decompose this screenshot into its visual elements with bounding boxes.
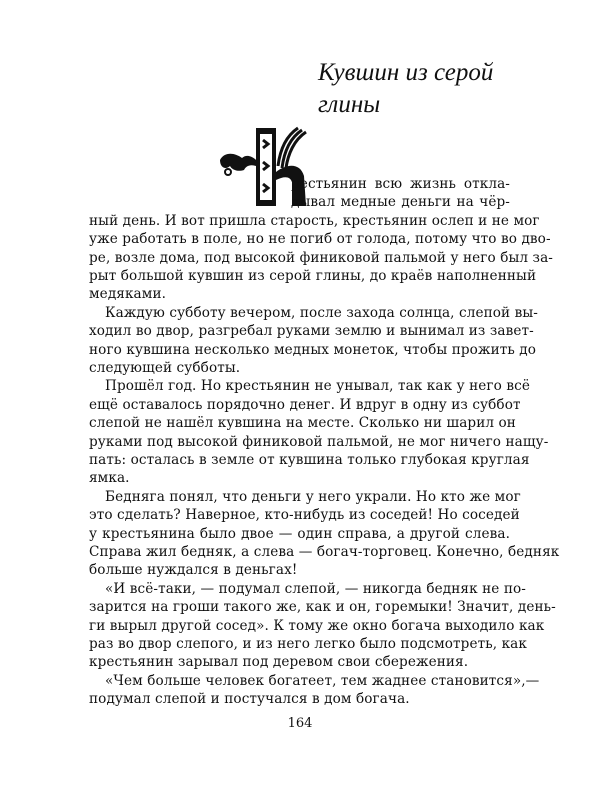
page-number: 164 [287, 716, 313, 731]
text-line: у крестьянина было двое — один справа, а другой слева. [89, 525, 510, 542]
text-line: ещё оставалось порядочно денег. И вдруг в одну из суббот [89, 396, 521, 413]
text-line: ного кувшина несколько медных монеток, чтобы прожить до [89, 341, 537, 358]
text-line: зарится на гроши такого же, как и он, горемыки! Значит, день- [89, 599, 556, 616]
text-line: подумал слепой и постучался в дом богача. [89, 691, 410, 708]
text-line: «Чем больше человек богатеет, тем жаднее становится»,— [105, 672, 540, 689]
text-line: слепой не нашёл кувшина на месте. Сколько ни шарил он [89, 415, 516, 432]
text-line: уже работать в поле, но не погиб от голода, потому что во дво- [89, 231, 551, 248]
text-line: дывал медные деньги на чёр- [291, 194, 510, 211]
text-line: это сделать? Наверное, кто-нибудь из соседей! Но соседей [89, 507, 520, 524]
text-line: ходил во двор, разгребал руками землю и вынимал из завет- [89, 323, 534, 340]
text-line: ре, возле дома, под высокой финиковой пальмой у него был за- [89, 249, 553, 266]
text-line: Прошёл год. Но крестьянин не унывал, так как у него всё [105, 378, 530, 395]
text-line: следующей субботы. [89, 360, 241, 376]
story-title-line-1: Кувшин из серой [318, 59, 494, 86]
text-line: Справа жил бедняк, а слева — богач-торговец. Конечно, бедняк [89, 544, 560, 560]
text-line: Бедняга понял, что деньги у него украли. Но кто же мог [105, 488, 521, 505]
text-line: рестьянин всю жизнь откла- [291, 176, 510, 192]
text-line: «И всё-таки, — подумал слепой, — никогда бедняк не по- [105, 580, 526, 597]
text-line: ги вырыл другой сосед». К тому же окно богача выходило как [89, 617, 545, 634]
text-line: руками под высокой финиковой пальмой, не мог ничего нащу- [89, 433, 549, 450]
text-line: больше нуждался в деньгах! [89, 562, 298, 579]
text-line: раз во двор слепого, и из него легко было подсмотреть, как [89, 636, 527, 652]
text-line: крестьянин зарывал под деревом свои сбережения. [89, 654, 469, 671]
text-line: ный день. И вот пришла старость, крестьянин ослеп и не мог [89, 212, 540, 229]
story-title-line-2: глины [318, 91, 381, 118]
text-line: рыт большой кувшин из серой глины, до краёв наполненный [89, 268, 537, 284]
text-line: пать: осталась в земле от кувшина только глубокая круглая [89, 452, 530, 468]
text-line: медяками. [89, 286, 167, 303]
text-line: Каждую субботу вечером, после захода солнца, слепой вы- [105, 304, 538, 321]
text-line: ямка. [89, 470, 130, 487]
